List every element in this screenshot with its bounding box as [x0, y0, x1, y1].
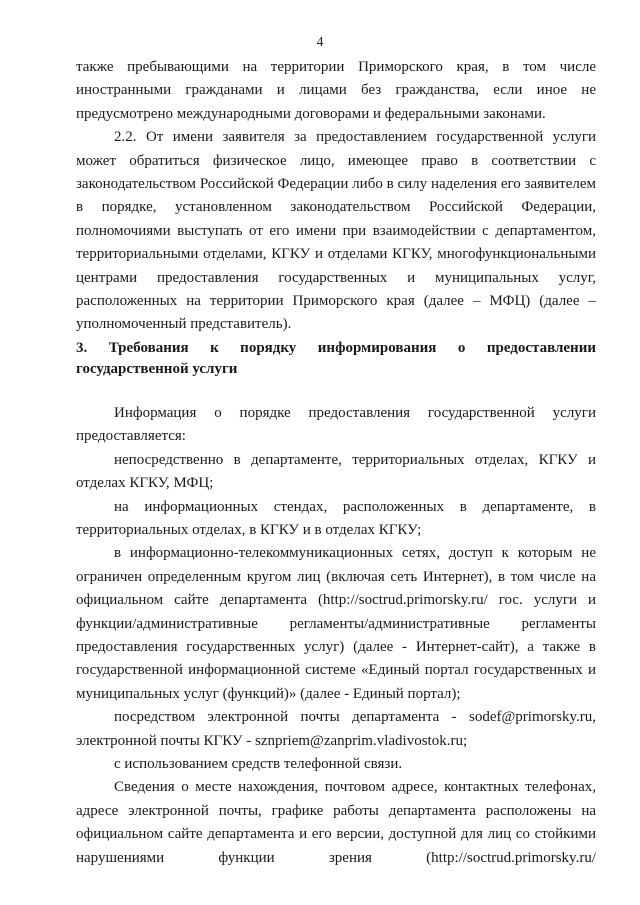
- paragraph-direct: непосредственно в департаменте, территориальных отделах, КГКУ и отделах КГКУ, МФЦ;: [76, 451, 596, 492]
- paragraph-networks: в информационно-телекоммуникационных сетях, доступ к которым не ограничен определенным кругом лиц (включая сеть Интернет), в том числе на официальном сайте департамента (http://soctrud.primorsky.ru/ гос. услуги и функции/административные регламенты/административные регламенты предоставления государственных услуг) (далее - Интернет-сайт), а также в государственной информационной системе «Единый портал государственных и муниципальных услуг (функций)» (далее - Единый портал);: [76, 545, 596, 702]
- document-body: [76, 56, 596, 870]
- paragraph-location: Сведения о месте нахождения, почтовом адресе, контактных телефонах, адресе электронной почты, графике работы департамента расположены на официальном сайте департамента и его версии, доступной для лиц со стойкими нарушениями функции зрения (http://soctrud.primorsky.ru/: [76, 779, 596, 866]
- section-heading: 3. Требования к порядку информирования о предоставлении государственной услуги: [76, 339, 596, 377]
- paragraph-2-2: 2.2. От имени заявителя за предоставлением государственной услуги может обратиться физическое лицо, имеющее право в соответствии с законодательством Российской Федерации либо в силу наделения его заявителем в порядке, установленном законодательством Российской Федерации, полномочиями выступать от его имени при взаимодействии с департаментом, территориальными отделами, КГКУ и отделами КГКУ, многофункциональными центрами предоставления государственных и муниципальных услуг, расположенных на территории Приморского края (далее – МФЦ) (далее – уполномоченный представитель).: [76, 129, 596, 333]
- paragraph-phone: с использованием средств телефонной связи.: [114, 755, 403, 772]
- paragraph-info-intro: Информация о порядке предоставления государственной услуги предоставляется:: [76, 404, 596, 445]
- page-number: 4: [316, 34, 324, 49]
- paragraph-stands: на информационных стендах, расположенных в департаменте, в территориальных отделах, в КГКУ и в отделах КГКУ;: [76, 498, 596, 538]
- paragraph-email: посредством электронной почты департамента - sodef@primorsky.ru, электронной почты КГКУ - sznpriem@zanprim.vladivostok.ru;: [76, 709, 596, 749]
- paragraph-continuation: также пребывающими на территории Приморского края, в том числе иностранными гражданами и лицами без гражданства, если иное не предусмотрено международными договорами и федеральными законами.: [76, 59, 596, 122]
